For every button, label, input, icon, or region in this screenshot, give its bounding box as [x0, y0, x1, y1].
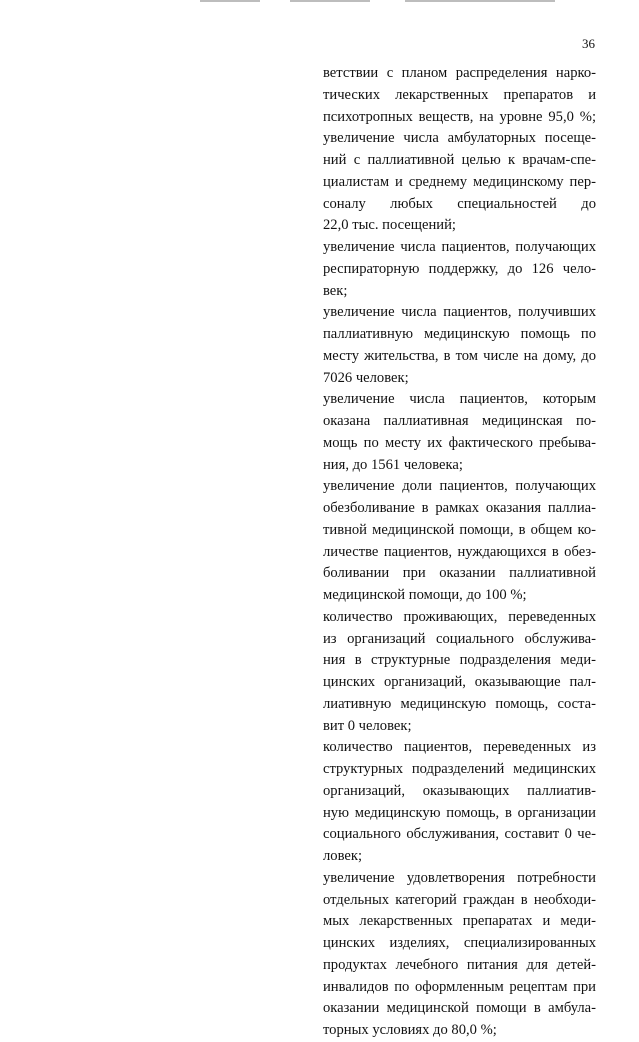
text-line: количество проживающих, переведенных [323, 608, 596, 625]
text-line: увеличение удовлетворения потребности [323, 869, 596, 886]
text-line: увеличение числа пациентов, которым [323, 391, 596, 408]
text-line: продуктах лечебного питания для детей- [323, 956, 596, 973]
scan-top-rule-left [200, 0, 260, 2]
text-line: социального обслуживания, составит 0 че- [323, 826, 596, 843]
page-number: 36 [582, 36, 595, 51]
text-line: лиативную медицинскую помощь, соста- [323, 695, 596, 712]
text-line: увеличение доли пациентов, получающих [323, 478, 596, 495]
text-line: мых лекарственных препаратах и меди- [323, 913, 596, 930]
text-line: циалистам и среднему медицинскому пер- [323, 173, 596, 190]
scan-top-rule-center [290, 0, 370, 2]
text-line: ветствии с планом распределения нарко- [323, 65, 596, 81]
scan-top-rule-right [405, 0, 555, 2]
text-line: обезболивание в рамках оказания паллиа- [323, 500, 596, 516]
text-line: ловек; [323, 848, 363, 864]
text-line: тивной медицинской помощи, в общем ко- [323, 521, 596, 538]
text-line: тических лекарственных препаратов и [323, 86, 596, 103]
text-line: организаций, оказывающих паллиатив- [323, 782, 596, 799]
body-text-column [323, 63, 596, 1042]
text-line: количество пациентов, переведенных из [323, 739, 596, 756]
text-line: увеличение числа амбулаторных посеще- [323, 130, 596, 147]
text-line: инвалидов по оформленным рецептам при [323, 978, 596, 995]
text-line: личестве пациентов, нуждающихся в обез- [323, 543, 596, 560]
text-line: структурных подразделений медицинских [323, 761, 596, 777]
text-line: психотропных веществ, на уровне 95,0 %; [323, 108, 596, 125]
text-line: оказана паллиативная медицинская по- [323, 413, 596, 429]
text-line: торных условиях до 80,0 %; [323, 1022, 497, 1038]
text-line: увеличение числа пациентов, получивших [323, 304, 596, 321]
text-line: вит 0 человек; [323, 717, 412, 734]
text-line: месту жительства, в том числе на дому, до [323, 347, 596, 364]
text-line: респираторную поддержку, до 126 чело- [323, 260, 596, 277]
text-line: ний с паллиативной целью к врачам-спе- [323, 152, 596, 168]
text-line: оказании медицинской помощи в амбула- [323, 1000, 596, 1017]
text-line: паллиативную медицинскую помощь по [323, 326, 596, 342]
text-line: соналу любых специальностей до [323, 195, 596, 212]
text-line: 22,0 тыс. посещений; [323, 217, 456, 234]
text-line: цинских организаций, оказывающие пал- [323, 674, 596, 690]
text-line: из организаций социального обслужива- [323, 630, 596, 647]
text-line: отдельных категорий граждан в необходи- [323, 891, 596, 908]
text-line: 7026 человек; [323, 369, 409, 386]
text-line: цинских изделиях, специализированных [323, 935, 596, 951]
text-line: боливании при оказании паллиативной [323, 565, 596, 582]
text-line: медицинской помощи, до 100 %; [323, 587, 527, 603]
text-line: ния, до 1561 человека; [323, 456, 463, 473]
text-line: мощь по месту их фактического пребыва- [323, 434, 596, 451]
text-line: увеличение числа пациентов, получающих [323, 239, 596, 255]
text-line: ную медицинскую помощь, в организации [323, 804, 596, 821]
text-line: ния в структурные подразделения меди- [323, 652, 596, 669]
text-line: век; [323, 282, 348, 299]
